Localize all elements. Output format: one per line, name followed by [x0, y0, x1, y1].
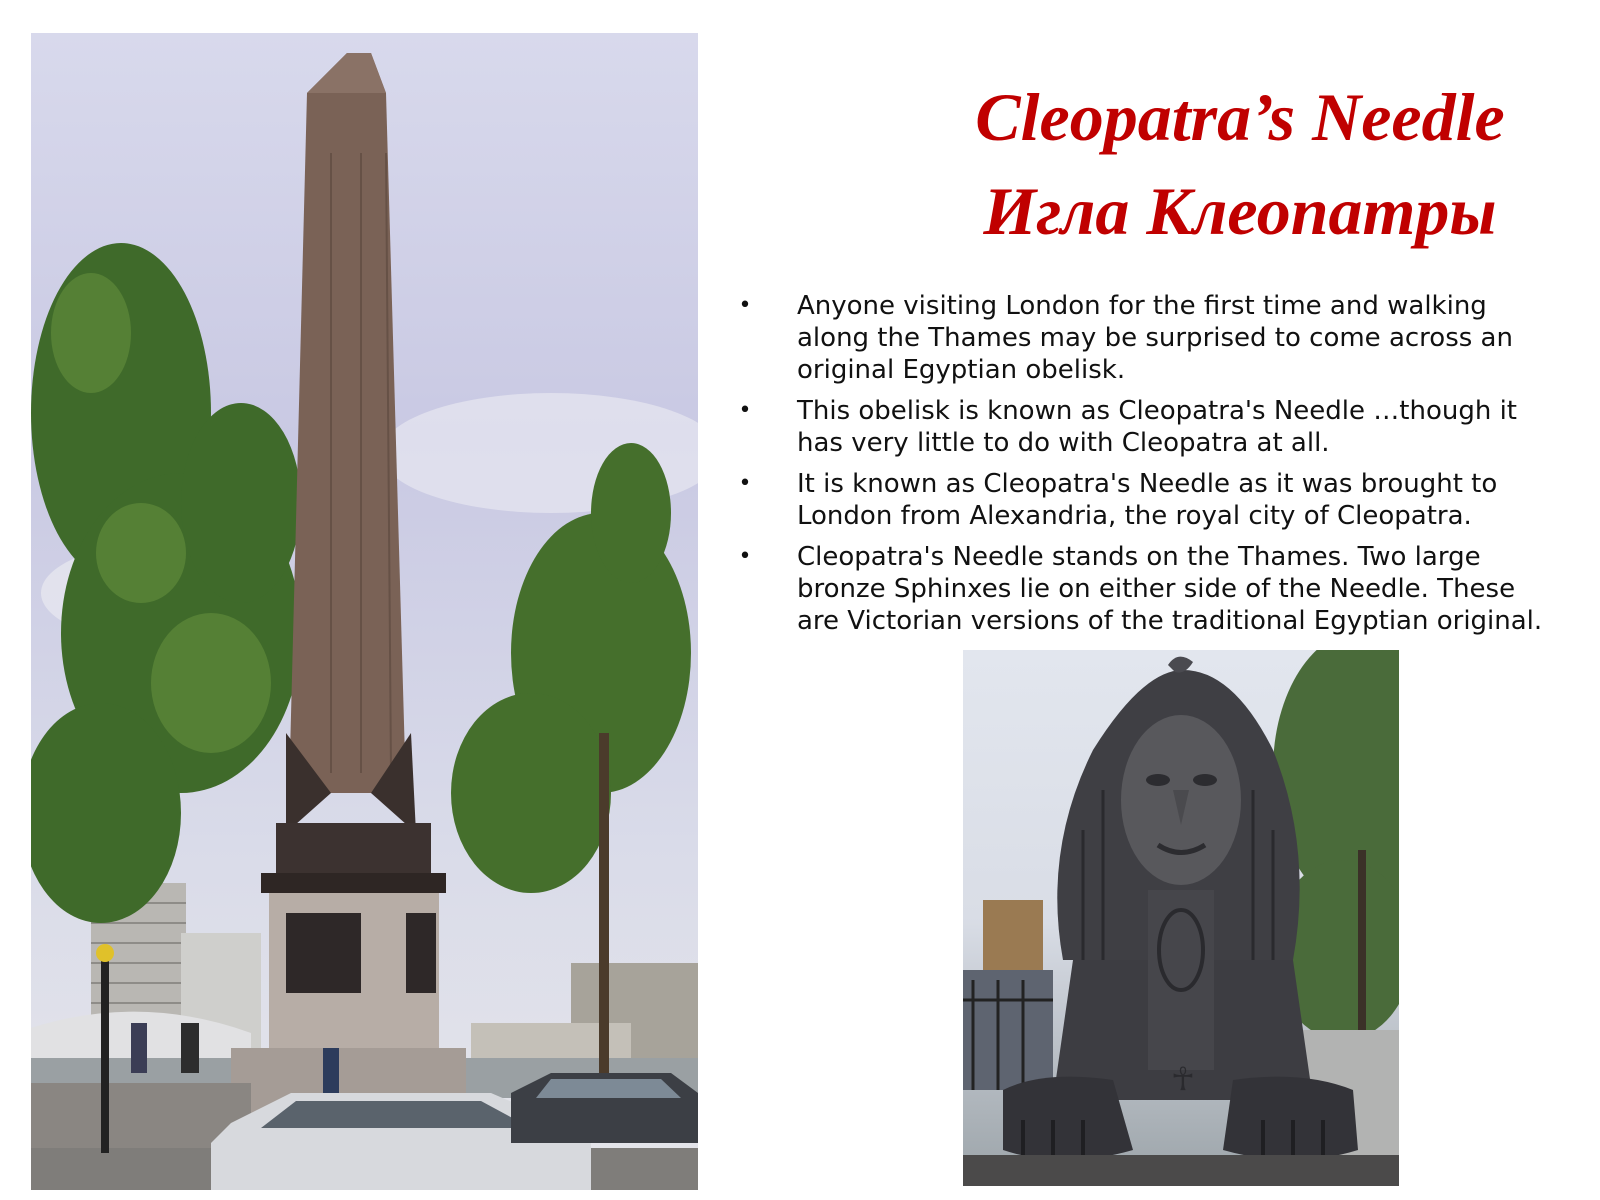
bullet-item	[735, 468, 1555, 532]
title-line-english: Cleopatra’s Needle	[975, 79, 1505, 155]
bullet-dot-icon: •	[738, 398, 752, 423]
bullet-item	[735, 290, 1555, 386]
svg-text:☥: ☥	[1171, 1060, 1195, 1098]
bullet-text: Cleopatra's Needle stands on the Thames. Two large bronze Sphinxes lie on either side of the Needle. These are Victorian versions of the traditional Egyptian original.	[797, 542, 1543, 636]
bullet-text: Anyone visiting London for the first time and walking along the Thames may be surprised to come across an original Egyptian obelisk.	[797, 291, 1513, 385]
bullet-list	[735, 290, 1555, 646]
bullet-dot-icon: •	[738, 293, 752, 318]
bullet-dot-icon: •	[738, 544, 752, 569]
slide-title	[930, 70, 1550, 258]
bullet-text: It is known as Cleopatra's Needle as it was brought to London from Alexandria, the royal city of Cleopatra.	[797, 469, 1498, 531]
title-line-russian: Игла Клеопатры	[983, 173, 1497, 249]
bullet-item	[735, 541, 1555, 637]
bullet-item	[735, 395, 1555, 459]
bullet-dot-icon: •	[738, 471, 752, 496]
sphinx-photo	[963, 650, 1399, 1186]
bullet-text: This obelisk is known as Cleopatra's Needle …though it has very little to do with Cleopatra at all.	[797, 396, 1517, 458]
obelisk-photo	[31, 33, 698, 1190]
